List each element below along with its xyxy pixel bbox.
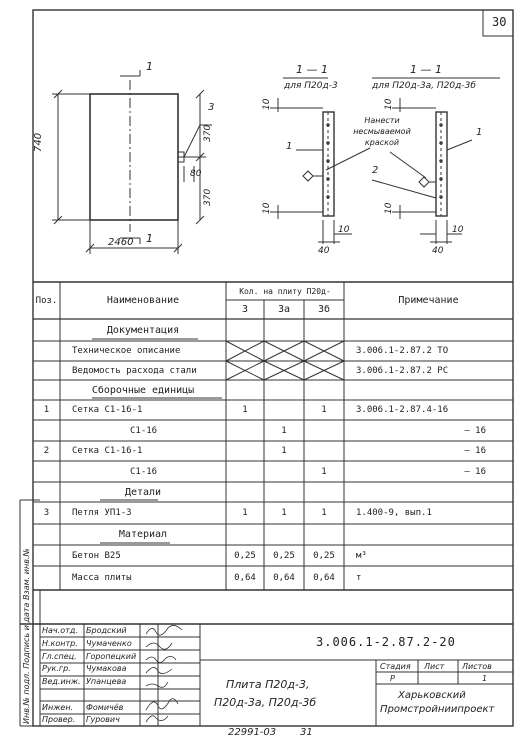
signature-name: Гурович	[86, 715, 120, 725]
row-qty-3	[226, 380, 264, 400]
section-a-dim-10-bottom: 10	[262, 202, 272, 214]
sheet-label: Лист	[424, 662, 445, 671]
signature-role: Н.контр.	[42, 638, 78, 648]
row-name: Петля УП1-3	[72, 508, 132, 518]
row-qty-3a: 0,25	[273, 550, 295, 561]
row-qty-3a: 1	[281, 508, 287, 518]
header-qty-3b: 3б	[317, 304, 331, 315]
row-qty-3: 1	[242, 508, 248, 518]
row-section-heading: Детали	[124, 486, 162, 498]
header-note: Примечание	[398, 295, 459, 306]
section-a-subtitle: для П20д-3	[284, 81, 338, 91]
row-qty-3	[226, 441, 264, 461]
section-a-callout-1: 1	[286, 141, 293, 152]
row-qty-3a: 1	[281, 446, 287, 456]
row-pos: 1	[43, 405, 50, 415]
row-qty-3b	[304, 420, 344, 441]
archive-number: 22991-03	[228, 727, 277, 738]
signature-name: Горопецкий	[86, 651, 137, 661]
row-name: Сетка С1-16-1	[72, 405, 143, 415]
section-b-dim-10-bottom: 10	[384, 202, 394, 214]
row-note: 3.006.1-2.87.2 РС	[356, 365, 449, 376]
row-note	[356, 380, 506, 400]
row-note: — 16	[464, 466, 486, 477]
signature-role: Рук.гр.	[42, 664, 71, 674]
dim-2460: 2460	[108, 237, 134, 248]
row-note	[356, 319, 506, 341]
item-name-line2: П20д-3а, П20д-3б	[214, 696, 317, 709]
row-qty-3b: 0,64	[313, 573, 335, 583]
row-qty-3	[226, 482, 264, 502]
signature-name: Упанцева	[86, 677, 127, 686]
section-b-note: Нанести несмываемой краской	[353, 116, 411, 147]
row-note: м³	[356, 550, 367, 561]
dim-80: 80	[190, 169, 202, 179]
section-b-callout-1: 1	[476, 127, 483, 138]
row-qty-3b: 0,25	[313, 550, 335, 561]
row-qty-3b	[304, 524, 344, 545]
section-a-dim-10-right: 10	[338, 225, 350, 235]
sheets-label: Листов	[462, 662, 492, 671]
section-a-dim-40: 40	[318, 246, 330, 256]
section-b-dim-40: 40	[432, 246, 444, 256]
row-name: Масса плиты	[72, 573, 132, 583]
row-pos	[33, 524, 60, 545]
row-section-heading: Сборочные единицы	[91, 384, 195, 396]
row-pos	[33, 341, 60, 361]
row-section-heading: Материал	[118, 529, 168, 540]
row-qty-3a	[264, 524, 304, 545]
row-qty-3a	[264, 482, 304, 502]
signature-role: Инжен.	[42, 702, 74, 712]
row-note	[356, 524, 506, 545]
row-qty-3: 1	[242, 405, 248, 415]
section-b-subtitle: для П20д-3а, П20д-3б	[372, 81, 476, 91]
signature-scribbles	[146, 625, 182, 722]
row-qty-3a	[264, 319, 304, 341]
row-qty-3	[226, 524, 264, 545]
sheets-value: 1	[482, 674, 488, 683]
plan-section-mark-top: 1	[146, 60, 153, 73]
section-a-dim-10-top: 10	[262, 98, 272, 110]
row-name: С1-16	[130, 425, 158, 436]
item-name-line1: Плита П20д-3,	[226, 678, 310, 691]
stage-value: Р	[390, 674, 395, 683]
row-qty-3b	[304, 441, 344, 461]
sheet-number: 30	[492, 15, 507, 29]
dim-740: 740	[33, 132, 44, 152]
row-name: Ведомость расхода стали	[72, 365, 197, 376]
row-pos	[33, 545, 60, 566]
page-number: 31	[300, 727, 313, 738]
dim-370-bottom: 370	[203, 188, 213, 206]
stage-label: Стадия	[380, 662, 411, 671]
header-pos: Поз.	[35, 295, 58, 306]
org-line2: Промстройниипроект	[380, 704, 495, 715]
side-stamp: Инв.№ подл. Подпись и дата Взам. инв.№	[22, 548, 31, 724]
row-note: 1.400-9, вып.1	[356, 508, 432, 518]
org-line1: Харьковский	[398, 690, 466, 701]
row-qty-3	[226, 420, 264, 441]
row-qty-3b	[304, 482, 344, 502]
signature-name: Чумаченко	[86, 638, 132, 648]
row-qty-3a	[264, 380, 304, 400]
row-pos: 3	[43, 508, 50, 518]
row-qty-3: 0,64	[234, 573, 256, 583]
row-pos	[33, 420, 60, 441]
row-pos	[33, 482, 60, 502]
row-qty-3a: 1	[281, 425, 287, 436]
row-pos: 2	[43, 446, 50, 456]
section-b-dim-10-right: 10	[452, 225, 464, 235]
row-note: — 16	[464, 425, 486, 436]
callout-3: 3	[208, 102, 215, 113]
header-name: Наименование	[106, 295, 180, 306]
row-note: 3.006.1-2.87.4-16	[356, 405, 449, 415]
row-qty-3a	[264, 461, 304, 482]
row-qty-3	[226, 319, 264, 341]
row-note: т	[356, 573, 362, 583]
header-qty-3: 3	[241, 304, 249, 315]
row-pos	[33, 380, 60, 400]
section-b-title: 1 — 1	[410, 63, 442, 76]
row-pos	[33, 566, 60, 590]
row-name: Техническое описание	[72, 346, 181, 356]
signature-role: Вед.инж.	[42, 677, 81, 686]
section-b-callout-2: 2	[372, 165, 379, 176]
signature-role: Гл.спец.	[42, 651, 77, 661]
header-qty: Кол. на плиту П20д-	[239, 286, 331, 296]
row-qty-3	[226, 461, 264, 482]
row-section-heading: Документация	[106, 324, 180, 336]
row-name: С1-16	[130, 466, 158, 477]
row-pos	[33, 461, 60, 482]
signature-role: Провер.	[42, 715, 76, 725]
section-b-dim-10-top: 10	[384, 98, 394, 110]
row-qty-3b: 1	[321, 508, 327, 518]
header-qty-3a: 3а	[277, 304, 291, 315]
section-a-title: 1 — 1	[296, 63, 328, 76]
row-qty-3b	[304, 319, 344, 341]
signature-name: Бродский	[86, 626, 127, 635]
document-code: 3.006.1-2.87.2-20	[316, 635, 456, 649]
signature-role: Нач.отд.	[42, 626, 78, 635]
plan-section-mark-bottom: 1	[146, 232, 153, 245]
row-pos	[33, 361, 60, 380]
signature-name: Фомичёв	[86, 702, 124, 712]
row-qty-3b: 1	[321, 405, 327, 415]
row-qty-3b: 1	[321, 466, 327, 477]
signature-name: Чумакова	[86, 664, 127, 674]
row-qty-3: 0,25	[234, 550, 256, 561]
row-note: 3.006.1-2.87.2 ТО	[356, 346, 449, 356]
row-note: — 16	[464, 446, 486, 456]
row-qty-3b	[304, 380, 344, 400]
row-name: Сетка С1-16-1	[72, 446, 143, 456]
row-name: Бетон В25	[72, 550, 121, 561]
row-qty-3a	[264, 400, 304, 420]
dim-370-top: 370	[203, 124, 213, 142]
row-pos	[33, 319, 60, 341]
row-note	[356, 482, 506, 502]
row-qty-3a: 0,64	[273, 573, 295, 583]
